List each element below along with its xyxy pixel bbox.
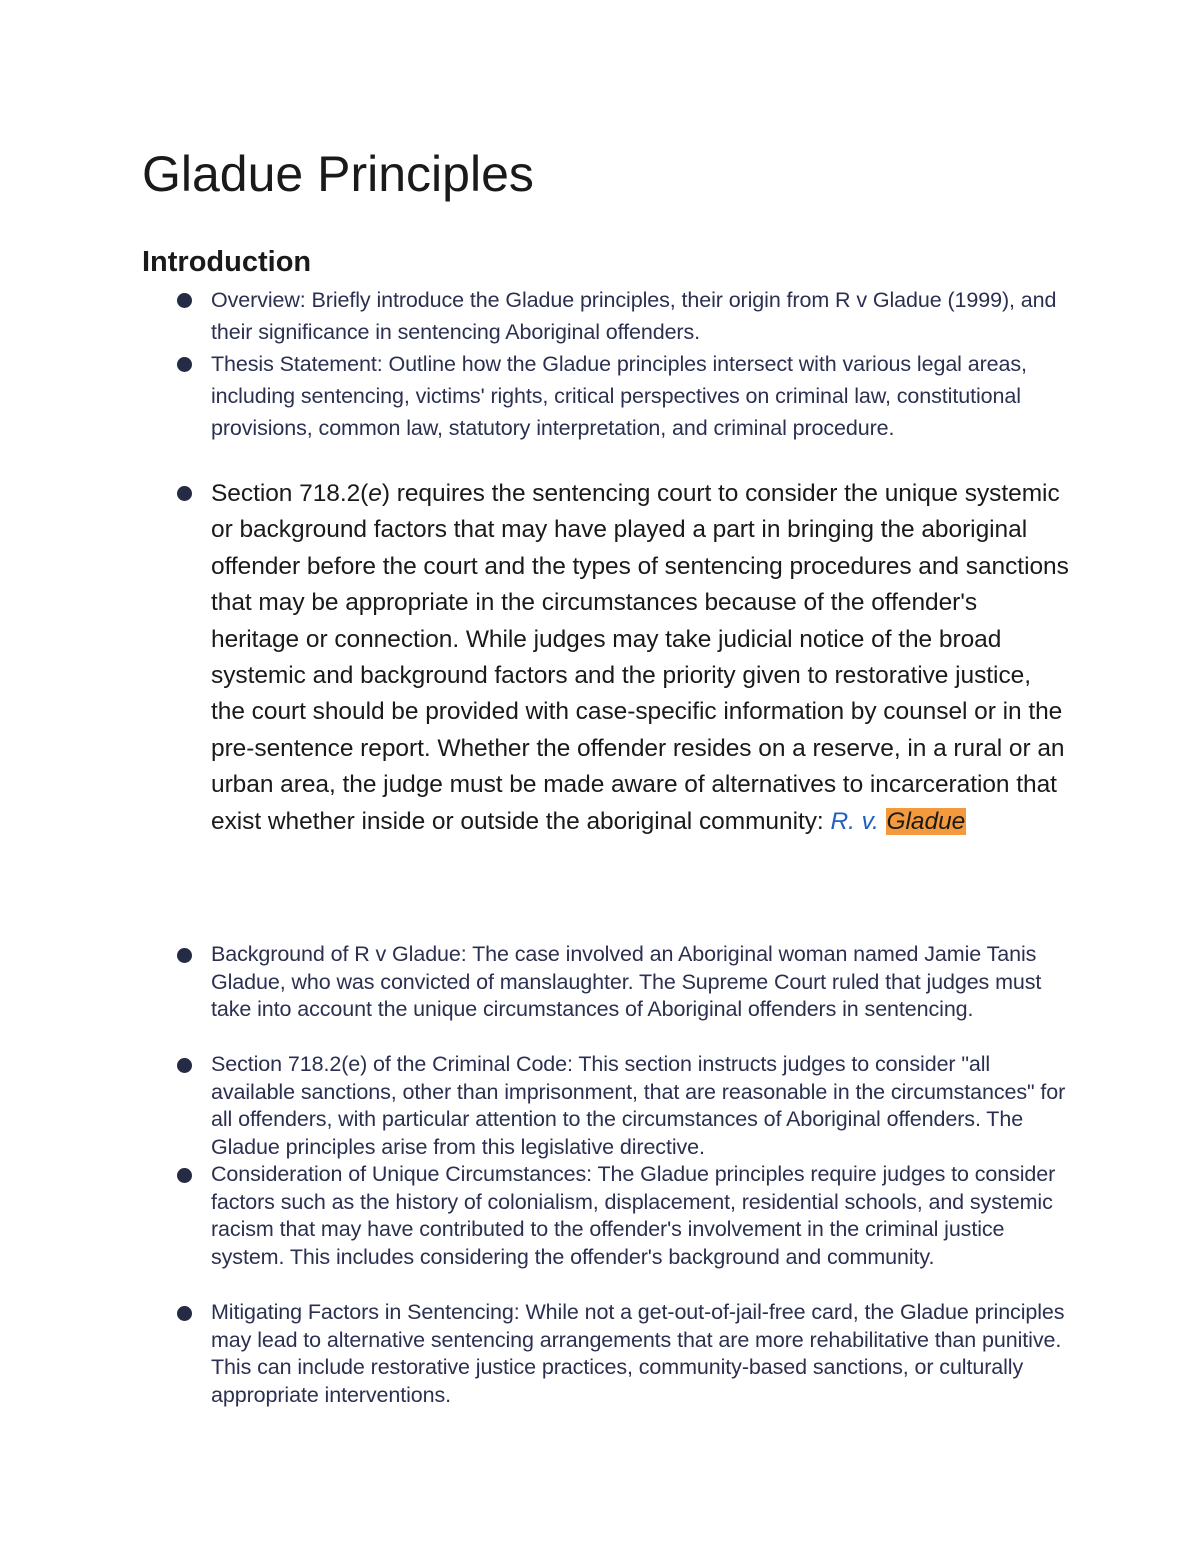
list-item-text: Section 718.2(e) of the Criminal Code: This section instructs judges to consider "all available sanctions, other than imprisonment, that are reasonable in the circumstances" for all offenders, with particular attention to the circumstances of Aboriginal offenders. The Gladue principles arise from this legislative directive. <box>211 1052 1066 1159</box>
bullet-icon <box>177 486 192 501</box>
bullet-icon <box>177 293 192 308</box>
list-item-section-718-criminal-code <box>211 1051 1071 1161</box>
quote-text <box>211 480 1069 835</box>
list-item-text: Mitigating Factors in Sentencing: While not a get-out-of-jail-free card, the Gladue principles may lead to alternative sentencing arrangements that are more rehabilitative than punitive. This can include restorative justice practices, community-based sanctions, or culturally appropriate interventions. <box>211 1300 1065 1407</box>
quote-emphasis: e <box>368 480 382 507</box>
bullet-icon <box>177 1058 192 1073</box>
bullet-icon <box>177 1168 192 1183</box>
list-item-mitigating-factors <box>211 1299 1071 1409</box>
list-item-text: Thesis Statement: Outline how the Gladue principles intersect with various legal areas, including sentencing, victims' rights, critical perspectives on criminal law, constitutional provisions, common law, statutory interpretation, and criminal procedure. <box>211 352 1027 440</box>
case-citation-link[interactable]: R. v. <box>830 807 879 835</box>
list-item-text: Overview: Briefly introduce the Gladue principles, their origin from R v Gladue (1999), and their significance in sentencing Aboriginal offenders. <box>211 288 1057 344</box>
list-item-section-718-quote <box>211 476 1071 840</box>
list-item-text: Background of R v Gladue: The case involved an Aboriginal woman named Jamie Tanis Gladue, who was convicted of manslaughter. The Supreme Court ruled that judges must take into account the unique circumstances of Aboriginal offenders in sentencing. <box>211 942 1042 1021</box>
list-item-thesis-statement <box>211 348 1071 444</box>
quote-text-part: Section 718.2( <box>211 480 369 507</box>
list-item-overview <box>211 284 1071 348</box>
bullet-icon <box>177 948 192 963</box>
list-item-background <box>211 941 1071 1024</box>
bullet-icon <box>177 1306 192 1321</box>
case-citation-highlight: Gladue <box>886 807 966 835</box>
list-item-unique-circumstances <box>211 1161 1071 1271</box>
quote-text-part: ) requires the sentencing court to consider the unique systemic or background factors that may have played a part in bringing the aboriginal offender before the court and the types of sentencing procedures and sanctions that may be appropriate in the circumstances because of the offender's heritage or connection. While judges may take judicial notice of the broad systemic and background factors and the priority given to restorative justice, the court should be provided with case-specific information by counsel or in the pre-sentence report. Whether the offender resides on a reserve, in a rural or an urban area, the judge must be made aware of alternatives to incarceration that exist whether inside or outside the aboriginal community: <box>211 480 1069 835</box>
section-heading-introduction: Introduction <box>142 246 312 278</box>
document-title: Gladue Principles <box>142 146 534 202</box>
list-item-text: Consideration of Unique Circumstances: The Gladue principles require judges to consider factors such as the history of colonialism, displacement, residential schools, and systemic racism that may have contributed to the offender's involvement in the criminal justice system. This includes considering the offender's background and community. <box>211 1162 1056 1269</box>
bullet-icon <box>177 357 192 372</box>
